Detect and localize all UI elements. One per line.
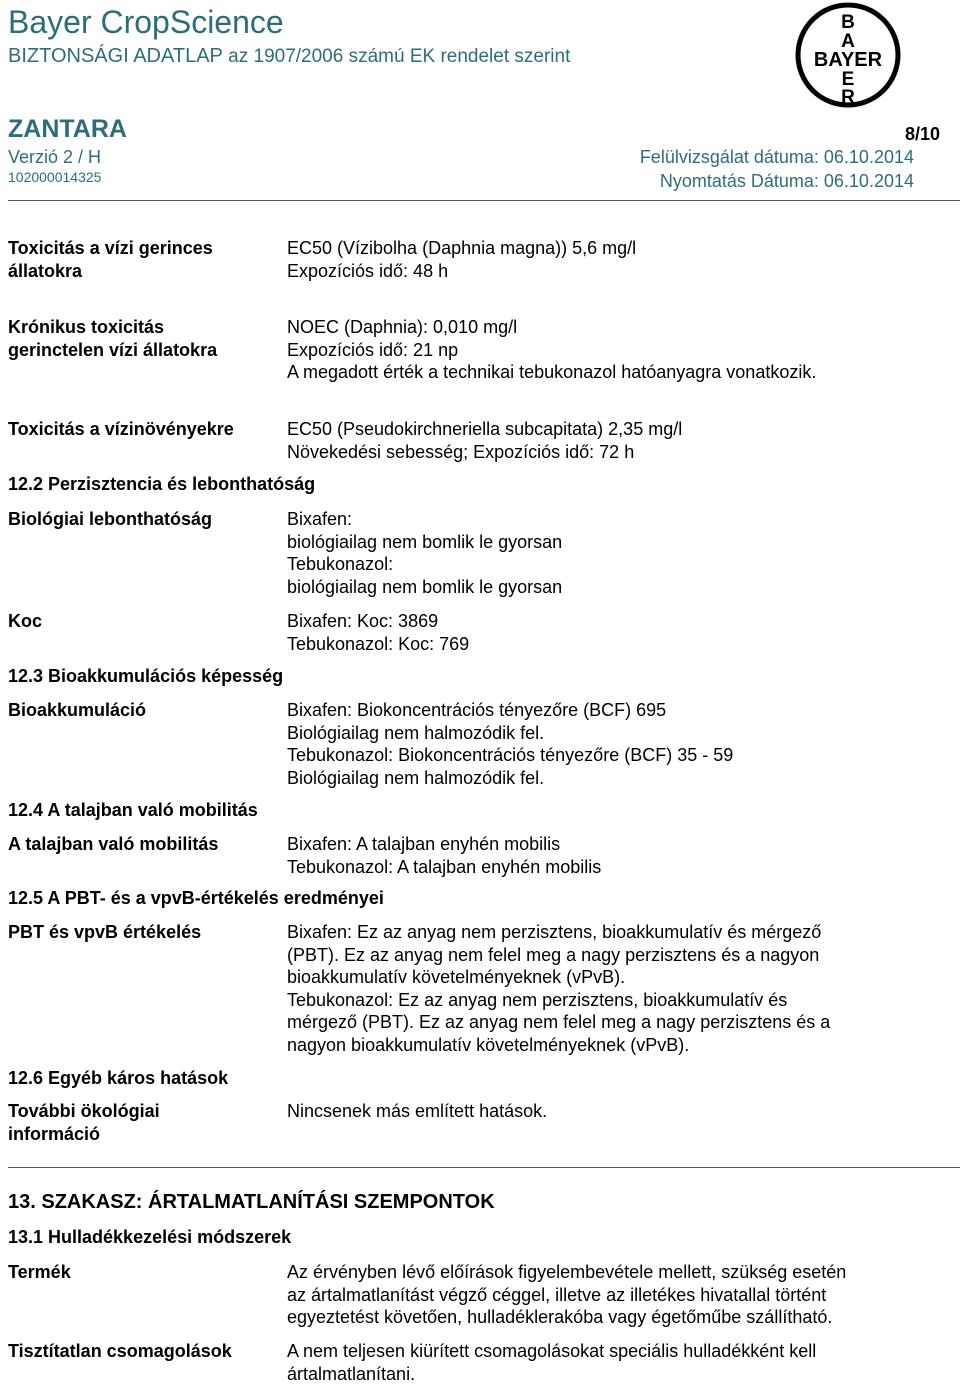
row-label-chronic-tox: Krónikus toxicitás gerinctelen vízi állatokra [8, 317, 218, 360]
row-value-tox-aquatic: EC50 (Vízibolha (Daphnia magna)) 5,6 mg/l Expozíciós idő: 48 h [287, 238, 637, 281]
header-rule [8, 200, 960, 201]
row-value-soil: Bixafen: A talajban enyhén mobilis Tebukonazol: A talajban enyhén mobilis [287, 834, 602, 877]
version-label: Verzió 2 / H [8, 147, 102, 167]
section-12-4-heading: 12.4 A talajban való mobilitás [8, 800, 258, 820]
row-label-soil: A talajban való mobilitás [8, 834, 219, 854]
section-12-6-heading: 12.6 Egyéb káros hatások [8, 1068, 229, 1088]
svg-text:R: R [841, 87, 855, 108]
svg-text:B: B [841, 12, 855, 33]
row-value-chronic-tox: NOEC (Daphnia): 0,010 mg/l Expozíciós idő: 21 np A megadott érték a technikai tebukonazol hatóanyagra vonatkozik. [287, 317, 817, 382]
svg-text:BAYER: BAYER [813, 49, 883, 71]
row-value-biodeg: Bixafen: biológiailag nem bomlik le gyorsan Tebukonazol: biológiailag nem bomlik le gyorsan [287, 509, 563, 597]
svg-text:A: A [841, 31, 855, 52]
doc-type: BIZTONSÁGI ADATLAP [8, 45, 223, 67]
row-label-tox-plants: Toxicitás a vízinövényekre [8, 419, 234, 439]
document-code: 102000014325 [8, 169, 102, 185]
print-date: Nyomtatás Dátuma: 06.10.2014 [659, 171, 914, 191]
regulation-text: az 1907/2006 számú EK rendelet szerint [228, 46, 571, 67]
page-number: 8/10 [904, 124, 940, 144]
row-label-tox-aquatic: Toxicitás a vízi gerinces állatokra [8, 238, 213, 281]
row-value-other-eco: Nincsenek más említett hatások. [287, 1101, 548, 1121]
row-label-packaging: Tisztítatlan csomagolások [8, 1341, 232, 1361]
row-value-packaging: A nem teljesen kiürített csomagolásokat speciális hulladékként kell ártalmatlanítani. [287, 1341, 817, 1384]
section-12-2-heading: 12.2 Perzisztencia és lebonthatóság [8, 474, 316, 494]
row-value-koc: Bixafen: Koc: 3869 Tebukonazol: Koc: 769 [287, 611, 470, 654]
row-label-bioacc: Bioakkumuláció [8, 700, 147, 720]
section-12-3-heading: 12.3 Bioakkumulációs képesség [8, 666, 284, 686]
row-label-other-eco: További ökológiai információ [8, 1101, 160, 1144]
section-13-1-heading: 13.1 Hulladékkezelési módszerek [8, 1227, 292, 1247]
section-13-heading: 13. SZAKASZ: ÁRTALMATLANÍTÁSI SZEMPONTOK [8, 1191, 495, 1213]
document-subtitle [8, 44, 570, 69]
row-label-biodeg: Biológiai lebonthatóság [8, 509, 213, 529]
row-label-pbt: PBT és vpvB értékelés [8, 922, 202, 942]
company-name: Bayer CropScience [8, 4, 284, 40]
row-label-koc: Koc [8, 611, 43, 631]
product-name: ZANTARA [8, 115, 127, 143]
revision-date: Felülvizsgálat dátuma: 06.10.2014 [639, 147, 914, 167]
row-value-bioacc: Bixafen: Biokoncentrációs tényezőre (BCF) 695 Biológiailag nem halmozódik fel. Tebukonazol: Biokoncentrációs tényezőre (BCF) 35 - 59 Biológiailag nem halmozódik fel. [287, 700, 734, 788]
row-value-pbt: Bixafen: Ez az anyag nem perzisztens, bioakkumulatív és mérgező (PBT). Ez az anyag nem felel meg a nagy perzisztens és a nagyon bioakkumulatív követelményeknek (vPvB). Tebukonazol: Ez az anyag nem perzisztens, bioakkumulatív és mérgező (PBT). Ez az anyag nem felel meg a nagy perzisztens és a nagyon bioakkumulatív követelményeknek (vPvB). [287, 922, 831, 1055]
row-label-product-waste: Termék [8, 1262, 71, 1282]
row-value-product-waste: Az érvényben lévő előírások figyelembevétele mellett, szükség esetén az ártalmatlanítást végző céggel, illetve az illetékes hivatallal történt egyeztetést követően, hulladéklerakóba vagy égetőműbe szállítható. [287, 1262, 847, 1327]
section-12-5-heading: 12.5 A PBT- és a vpvB-értékelés eredményei [8, 888, 384, 908]
section-rule [8, 1167, 960, 1168]
row-value-tox-plants: EC50 (Pseudokirchneriella subcapitata) 2,35 mg/l Növekedési sebesség; Expozíciós idő: 72 h [287, 419, 683, 462]
bayer-logo [795, 2, 901, 108]
svg-text:E: E [841, 69, 855, 90]
